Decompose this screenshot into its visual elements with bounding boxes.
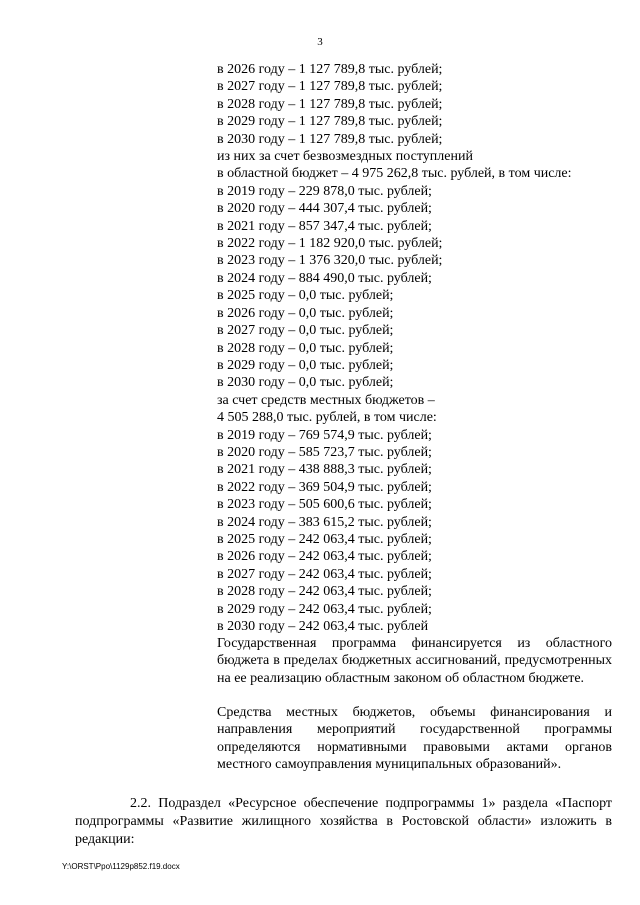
funding-line: в 2029 году – 1 127 789,8 тыс. рублей; bbox=[217, 114, 443, 130]
file-path-footer: Y:\ORST\Ppo\1129p852.f19.docx bbox=[62, 862, 180, 871]
funding-line: в 2027 году – 242 063,4 тыс. рублей; bbox=[217, 566, 432, 582]
funding-line: в 2020 году – 585 723,7 тыс. рублей; bbox=[217, 444, 432, 460]
funding-line: из них за счет безвозмездных поступлений bbox=[217, 149, 473, 165]
page-number: 3 bbox=[317, 36, 323, 48]
funding-line: в 2030 году – 242 063,4 тыс. рублей bbox=[217, 619, 429, 634]
funding-line: в 2029 году – 0,0 тыс. рублей; bbox=[217, 357, 394, 373]
funding-line: в 2019 году – 229 878,0 тыс. рублей; bbox=[217, 183, 432, 199]
funding-line: в 2028 году – 1 127 789,8 тыс. рублей; bbox=[217, 96, 443, 112]
funding-line: за счет средств местных бюджетов – bbox=[217, 392, 435, 408]
funding-line: в 2021 году – 438 888,3 тыс. рублей; bbox=[217, 462, 432, 478]
funding-line: в 2024 году – 884 490,0 тыс. рублей; bbox=[217, 270, 432, 286]
funding-line: в 2028 году – 0,0 тыс. рублей; bbox=[217, 340, 394, 356]
funding-line: в 2030 году – 0,0 тыс. рублей; bbox=[217, 375, 394, 391]
funding-line: в 2026 году – 0,0 тыс. рублей; bbox=[217, 305, 394, 321]
funding-line: в 2022 году – 1 182 920,0 тыс. рублей; bbox=[217, 236, 443, 252]
funding-line: в 2020 году – 444 307,4 тыс. рублей; bbox=[217, 201, 432, 217]
funding-line: в 2028 году – 242 063,4 тыс. рублей; bbox=[217, 584, 432, 600]
funding-line: в областной бюджет – 4 975 262,8 тыс. рублей, в том числе: bbox=[217, 166, 572, 182]
funding-line: в 2021 году – 857 347,4 тыс. рублей; bbox=[217, 218, 432, 234]
funding-line: в 2027 году – 0,0 тыс. рублей; bbox=[217, 323, 394, 339]
funding-line: в 2022 году – 369 504,9 тыс. рублей; bbox=[217, 479, 432, 495]
funding-line: в 2019 году – 769 574,9 тыс. рублей; bbox=[217, 427, 432, 443]
funding-line: в 2026 году – 242 063,4 тыс. рублей; bbox=[217, 549, 432, 565]
funding-line: в 2023 году – 505 600,6 тыс. рублей; bbox=[217, 497, 432, 513]
funding-lines-list bbox=[217, 61, 572, 635]
funding-line: в 2025 году – 0,0 тыс. рублей; bbox=[217, 288, 394, 304]
funding-line: в 2025 году – 242 063,4 тыс. рублей; bbox=[217, 531, 432, 547]
funding-line: в 2027 году – 1 127 789,8 тыс. рублей; bbox=[217, 79, 443, 95]
funding-line: 4 505 288,0 тыс. рублей, в том числе: bbox=[217, 410, 437, 426]
funding-line: в 2030 году – 1 127 789,8 тыс. рублей; bbox=[217, 131, 443, 147]
subsection-2-2: 2.2. Подраздел «Ресурсное обеспечение подпрограммы 1» раздела «Паспорт подпрограммы «Развитие жилищного хозяйства в Ростовской области» изложить в редакции: bbox=[75, 796, 612, 848]
paragraph-local-budgets: Средства местных бюджетов, объемы финансирования и направления мероприятий государственной программы определяются нормативными правовыми актами органов местного самоуправления муниципальных образований». bbox=[217, 705, 612, 773]
funding-line: в 2026 году – 1 127 789,8 тыс. рублей; bbox=[217, 62, 443, 77]
funding-line: в 2029 году – 242 063,4 тыс. рублей; bbox=[217, 601, 432, 617]
funding-line: в 2024 году – 383 615,2 тыс. рублей; bbox=[217, 514, 432, 530]
paragraph-regional-budget: Государственная программа финансируется из областного бюджета в пределах бюджетных ассигнований, предусмотренных на ее реализацию областным законом об областном бюджете. bbox=[217, 636, 612, 686]
funding-line: в 2023 году – 1 376 320,0 тыс. рублей; bbox=[217, 253, 443, 269]
